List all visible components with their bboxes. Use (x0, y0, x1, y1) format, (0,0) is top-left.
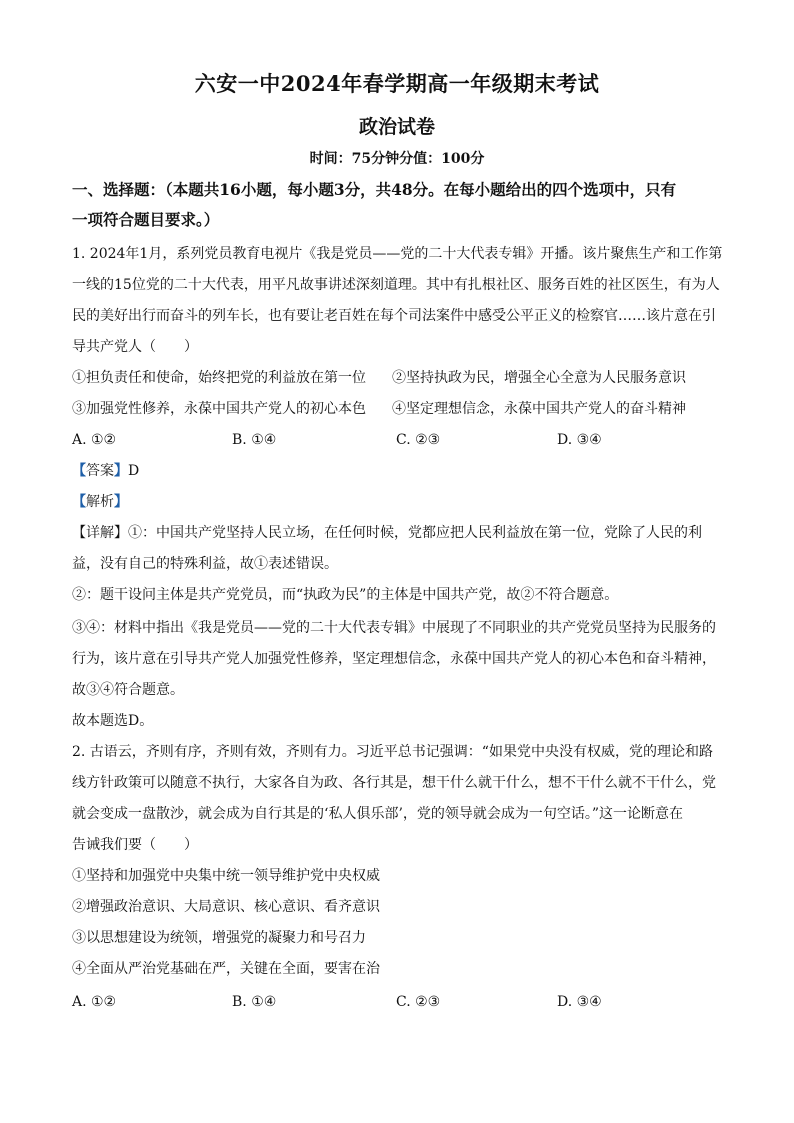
q2-item: ④全面从严治党基础在严，关键在全面，要害在治 (72, 961, 380, 977)
q2-item: ②增强政治意识、大局意识、核心意识、看齐意识 (72, 899, 380, 915)
q2-stem-line: 线方针政策可以随意不执行，大家各自为政、各行其是，想干什么就干什么，想不干什么就不干什么，党 (72, 775, 716, 791)
analysis-label: 解析 (86, 494, 114, 510)
q1-item: ②坚持执政为民，增强全心全意为人民服务意识 (392, 370, 686, 386)
q2-item: ①坚持和加强党中央集中统一领导维护党中央权威 (72, 868, 380, 884)
answer-bracket-close: 】 (114, 463, 128, 479)
exam-subtitle: 政治试卷 (358, 116, 435, 138)
q1-stem-line: 一线的15位党的二十大代表，用平凡故事讲述深刻道理。其中有扎根社区、服务百姓的社区医生，有为人 (72, 277, 720, 293)
detail-bracket-open: 【 (72, 525, 86, 541)
section-heading: 一、选择题：（本题共16小题，每小题3分，共48分。在每小题给出的四个选项中，只有 (72, 180, 677, 199)
q1-detail-line: 故③④符合题意。 (72, 682, 184, 698)
q1-choice-b: B. ①④ (232, 432, 277, 448)
section-heading-cont: 一项符合题目要求。） (72, 210, 220, 229)
answer-bracket-open: 【 (72, 463, 86, 479)
exam-meta: 时间：75分钟分值：100分 (309, 151, 485, 167)
q1-answer (72, 461, 139, 481)
answer-label: 答案 (86, 463, 114, 479)
detail-label: 详解 (86, 525, 114, 541)
q2-choice-a: A. ①② (72, 994, 117, 1010)
q1-stem-line: 民的美好出行而奋斗的列车长，也有要让老百姓在每个司法案件中感受公平正义的检察官……该片意在引 (72, 308, 716, 324)
analysis-bracket-open: 【 (72, 494, 86, 510)
q2-stem-line: 告诫我们要（ ） (72, 837, 198, 853)
q2-item: ③以思想建设为统领，增强党的凝聚力和号召力 (72, 930, 366, 946)
q1-analysis (72, 492, 128, 512)
q2-choice-d: D. ③④ (557, 994, 602, 1010)
q2-choice-c: C. ②③ (396, 994, 441, 1010)
q1-stem-line: 导共产党人（ ） (72, 339, 198, 355)
detail-bracket-close: 】 (114, 525, 128, 541)
analysis-bracket-close: 】 (114, 494, 128, 510)
answer-value: D (128, 463, 140, 479)
exam-title: 六安一中2024年春学期高一年级期末考试 (194, 71, 600, 96)
q1-detail-line: ③④：材料中指出《我是党员——党的二十大代表专辑》中展现了不同职业的共产党党员坚持为民服务的 (72, 620, 716, 636)
q2-stem-line: 就会变成一盘散沙，就会成为自行其是的‘私人俱乐部’，党的领导就会成为一句空话。”这一论断意在 (72, 806, 684, 822)
detail-text: ①：中国共产党坚持人民立场，在任何时候，党都应把人民利益放在第一位，党除了人民的利 (128, 525, 702, 541)
q1-detail-line: ②：题干设问主体是共产党党员，而“执政为民”的主体是中国共产党，故②不符合题意。 (72, 587, 619, 603)
q1-choice-c: C. ②③ (396, 432, 441, 448)
q1-choice-a: A. ①② (72, 432, 117, 448)
q1-detail-line: 益，没有自己的特殊利益，故①表述错误。 (72, 556, 338, 572)
q1-item: ③加强党性修养，永葆中国共产党人的初心本色 (72, 401, 366, 417)
q2-stem-line: 2. 古语云，齐则有序，齐则有效，齐则有力。习近平总书记强调：“如果党中央没有权威，党的理论和路 (72, 744, 713, 760)
q1-choice-d: D. ③④ (557, 432, 602, 448)
q2-choice-b: B. ①④ (232, 994, 277, 1010)
q1-stem-line: 1. 2024年1月，系列党员教育电视片《我是党员——党的二十大代表专辑》开播。该片聚焦生产和工作第 (72, 246, 723, 262)
q1-item: ①担负责任和使命，始终把党的利益放在第一位 (72, 370, 366, 386)
q1-item: ④坚定理想信念，永葆中国共产党人的奋斗精神 (392, 401, 686, 417)
q1-conclusion: 故本题选D。 (72, 713, 154, 729)
q1-detail-line: 行为，该片意在引导共产党人加强党性修养，坚定理想信念，永葆中国共产党人的初心本色和奋斗精神， (72, 651, 716, 667)
q1-detail-line (72, 523, 702, 543)
